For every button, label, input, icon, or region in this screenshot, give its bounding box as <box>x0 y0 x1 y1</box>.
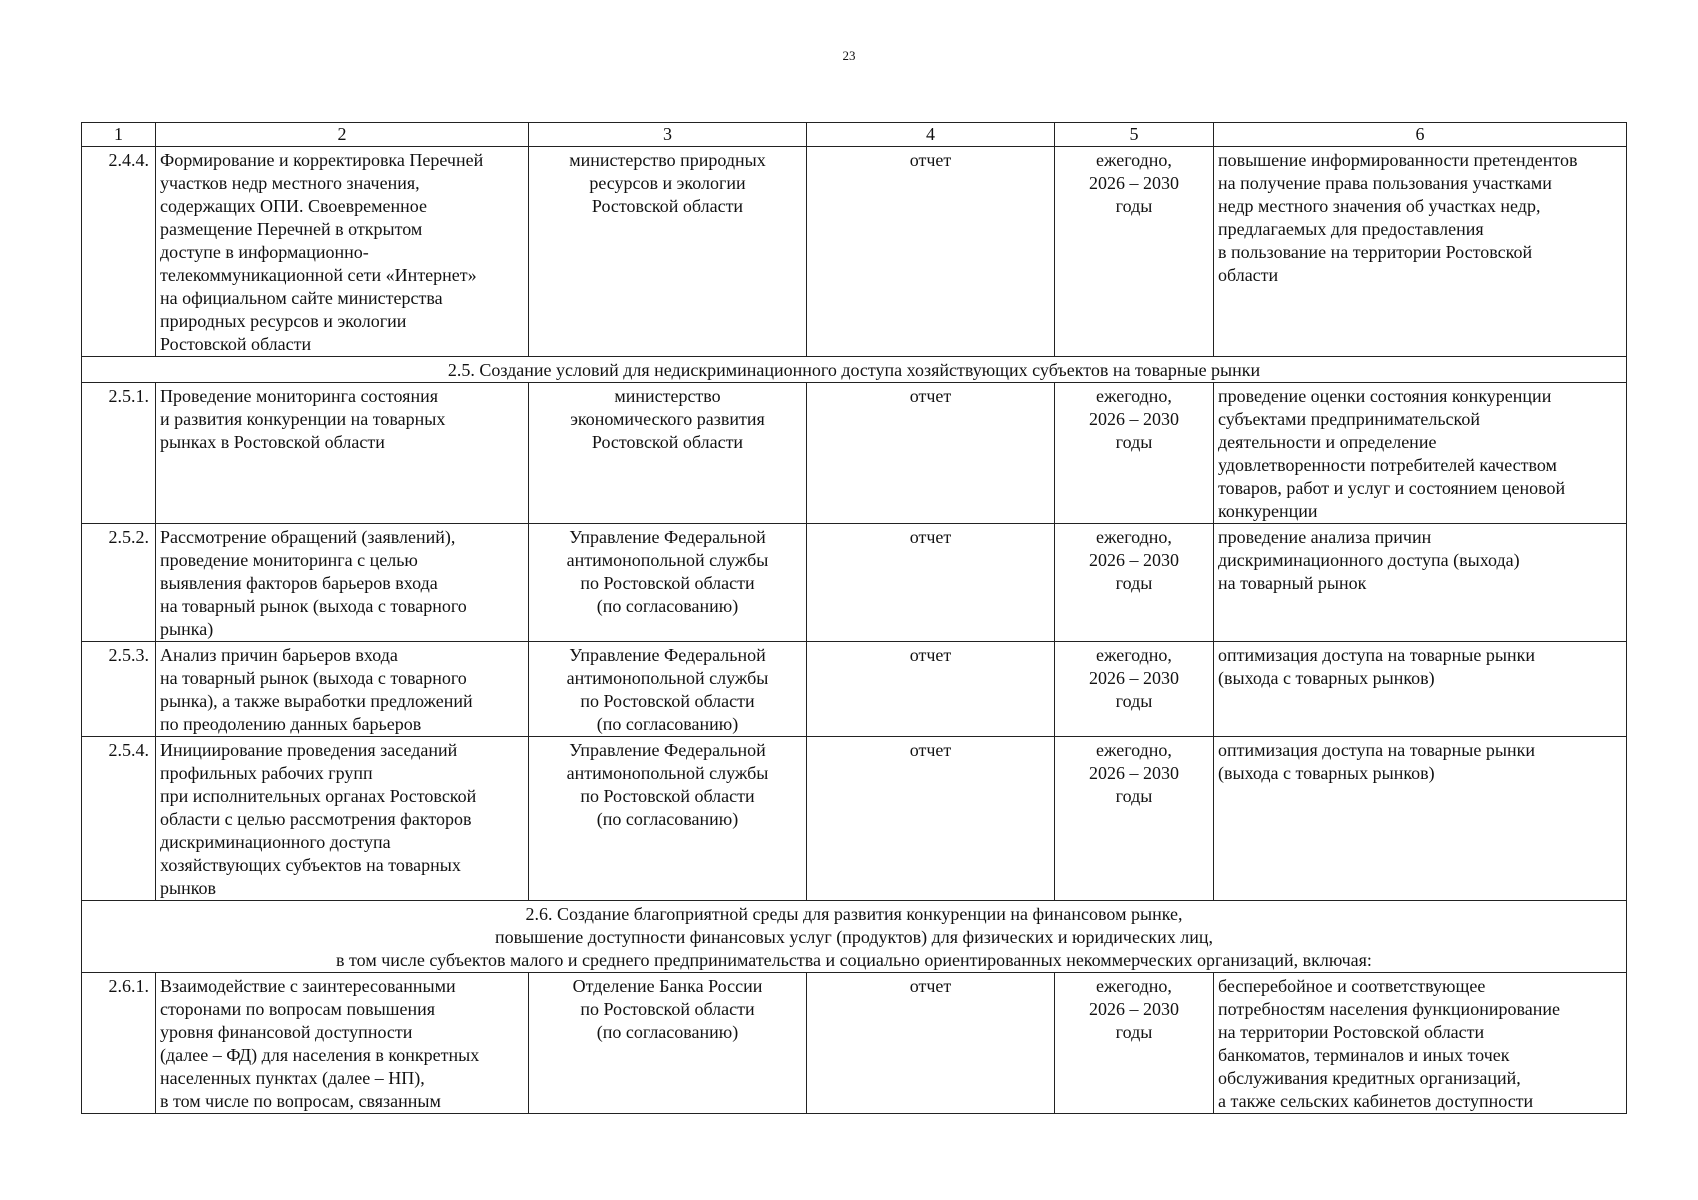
cell-text-line: Анализ причин барьеров входа <box>160 645 398 665</box>
cell-text-line: в том числе по вопросам, связанным <box>160 1091 441 1111</box>
cell-text-line: на официальном сайте министерства <box>160 288 443 308</box>
cell-text-line: товаров, работ и услуг и состоянием ценовой <box>1218 478 1566 498</box>
cell-text-line: на товарный рынок (выхода с товарного <box>160 596 467 616</box>
cell-text-line: рынка) <box>160 619 214 639</box>
measure-text <box>156 147 529 357</box>
cell-text-line: Управление Федеральной <box>569 645 766 665</box>
cell-text-line: Ростовской области <box>160 334 312 354</box>
result-text <box>1214 383 1627 524</box>
cell-text-line: Ростовской области <box>591 196 744 216</box>
column-number: 2 <box>156 123 529 147</box>
section-header-row <box>82 901 1627 973</box>
cell-text-line: на получение права пользования участками <box>1218 173 1552 193</box>
column-number-row <box>82 123 1627 147</box>
item-number: 2.5.1. <box>82 383 156 524</box>
cell-text-line: оптимизация доступа на товарные рынки <box>1218 645 1535 665</box>
cell-text-line: Отделение Банка России <box>572 976 763 996</box>
section-title <box>82 357 1627 383</box>
cell-text-line: области <box>1218 265 1279 285</box>
cell-text-line: в пользование на территории Ростовской <box>1218 242 1533 262</box>
cell-text-line: повышение информированности претендентов <box>1218 150 1578 170</box>
column-number: 3 <box>529 123 807 147</box>
cell-text-line: ресурсов и экологии <box>589 173 746 193</box>
cell-text-line: недр местного значения об участках недр, <box>1218 196 1541 216</box>
executor-text <box>529 383 807 524</box>
item-number: 2.5.4. <box>82 737 156 901</box>
cell-text-line: 2026 – 2030 <box>1089 668 1179 688</box>
item-number: 2.5.3. <box>82 642 156 737</box>
measure-text <box>156 383 529 524</box>
cell-text-line: по преодолению данных барьеров <box>160 714 422 734</box>
report-form: отчет <box>807 147 1055 357</box>
cell-text-line: на территории Ростовской области <box>1218 1022 1485 1042</box>
cell-text-line: на товарный рынок (выхода с товарного <box>160 668 467 688</box>
cell-text-line: субъектами предпринимательской <box>1218 409 1480 429</box>
cell-text-line: Управление Федеральной <box>569 527 766 547</box>
cell-text-line: рынках в Ростовской области <box>160 432 385 452</box>
measure-text <box>156 973 529 1114</box>
column-number: 5 <box>1055 123 1214 147</box>
cell-text-line: 2026 – 2030 <box>1089 999 1179 1019</box>
cell-text-line: годы <box>1115 691 1153 711</box>
cell-text-line: доступе в информационно- <box>160 242 369 262</box>
cell-text-line: в том числе субъектов малого и среднего предпринимательства и социально ориентированных некоммерческих организаций, включая: <box>336 950 1372 970</box>
table-row <box>82 973 1627 1114</box>
cell-text-line: Взаимодействие с заинтересованными <box>160 976 456 996</box>
term-text <box>1055 147 1214 357</box>
cell-text-line: бесперебойное и соответствующее <box>1218 976 1486 996</box>
cell-text-line: антимонопольной службы <box>566 763 769 783</box>
cell-text-line: природных ресурсов и экологии <box>160 311 407 331</box>
cell-text-line: Рассмотрение обращений (заявлений), <box>160 527 456 547</box>
cell-text-line: 2.5. Создание условий для недискриминационного доступа хозяйствующих субъектов на товарные рынки <box>447 360 1261 380</box>
term-text <box>1055 524 1214 642</box>
cell-text-line: удовлетворенности потребителей качеством <box>1218 455 1557 475</box>
section-title <box>82 901 1627 973</box>
cell-text-line: деятельности и определение <box>1218 432 1437 452</box>
cell-text-line: (выхода с товарных рынков) <box>1218 668 1435 688</box>
cell-text-line: участков недр местного значения, <box>160 173 420 193</box>
report-form: отчет <box>807 524 1055 642</box>
cell-text-line: по Ростовской области <box>580 999 755 1019</box>
column-number: 6 <box>1214 123 1627 147</box>
cell-text-line: при исполнительных органах Ростовской <box>160 786 477 806</box>
report-form: отчет <box>807 973 1055 1114</box>
cell-text-line: (по согласованию) <box>596 809 739 829</box>
cell-text-line: телекоммуникационной сети «Интернет» <box>160 265 477 285</box>
cell-text-line: рынков <box>160 878 217 898</box>
result-text <box>1214 737 1627 901</box>
executor-text <box>529 973 807 1114</box>
cell-text-line: экономического развития <box>570 409 765 429</box>
cell-text-line: содержащих ОПИ. Своевременное <box>160 196 427 216</box>
cell-text-line: 2026 – 2030 <box>1089 550 1179 570</box>
table-row <box>82 147 1627 357</box>
executor-text <box>529 642 807 737</box>
cell-text-line: ежегодно, <box>1096 386 1172 406</box>
report-form: отчет <box>807 383 1055 524</box>
term-text <box>1055 383 1214 524</box>
column-number: 1 <box>82 123 156 147</box>
cell-text-line: Ростовской области <box>591 432 744 452</box>
measure-text <box>156 642 529 737</box>
cell-text-line: банкоматов, терминалов и иных точек <box>1218 1045 1510 1065</box>
report-form: отчет <box>807 737 1055 901</box>
cell-text-line: 2026 – 2030 <box>1089 173 1179 193</box>
cell-text-line: (по согласованию) <box>596 714 739 734</box>
cell-text-line: профильных рабочих групп <box>160 763 373 783</box>
table-row <box>82 524 1627 642</box>
cell-text-line: области с целью рассмотрения факторов <box>160 809 472 829</box>
cell-text-line: годы <box>1115 573 1153 593</box>
result-text <box>1214 147 1627 357</box>
cell-text-line: проведение оценки состояния конкуренции <box>1218 386 1552 406</box>
measures-table <box>81 122 1627 1114</box>
cell-text-line: годы <box>1115 432 1153 452</box>
cell-text-line: ежегодно, <box>1096 645 1172 665</box>
report-form: отчет <box>807 642 1055 737</box>
result-text <box>1214 973 1627 1114</box>
table-row <box>82 737 1627 901</box>
cell-text-line: выявления факторов барьеров входа <box>160 573 438 593</box>
cell-text-line: 2026 – 2030 <box>1089 763 1179 783</box>
item-number: 2.4.4. <box>82 147 156 357</box>
cell-text-line: (по согласованию) <box>596 596 739 616</box>
section-header-row <box>82 357 1627 383</box>
cell-text-line: годы <box>1115 786 1153 806</box>
executor-text <box>529 524 807 642</box>
term-text <box>1055 973 1214 1114</box>
cell-text-line: рынка), а также выработки предложений <box>160 691 473 711</box>
cell-text-line: Формирование и корректировка Перечней <box>160 150 484 170</box>
cell-text-line: министерство природных <box>569 150 766 170</box>
cell-text-line: потребностям населения функционирование <box>1218 999 1560 1019</box>
item-number: 2.6.1. <box>82 973 156 1114</box>
cell-text-line: Проведение мониторинга состояния <box>160 386 439 406</box>
item-number: 2.5.2. <box>82 524 156 642</box>
cell-text-line: ежегодно, <box>1096 527 1172 547</box>
cell-text-line: по Ростовской области <box>580 786 755 806</box>
cell-text-line: размещение Перечней в открытом <box>160 219 423 239</box>
cell-text-line: конкуренции <box>1218 501 1318 521</box>
cell-text-line: оптимизация доступа на товарные рынки <box>1218 740 1535 760</box>
cell-text-line: уровня финансовой доступности <box>160 1022 413 1042</box>
cell-text-line: предлагаемых для предоставления <box>1218 219 1484 239</box>
cell-text-line: хозяйствующих субъектов на товарных <box>160 855 461 875</box>
cell-text-line: проведение мониторинга с целью <box>160 550 418 570</box>
executor-text <box>529 737 807 901</box>
table-row <box>82 642 1627 737</box>
cell-text-line: и развития конкуренции на товарных <box>160 409 446 429</box>
table-row <box>82 383 1627 524</box>
result-text <box>1214 524 1627 642</box>
cell-text-line: ежегодно, <box>1096 976 1172 996</box>
executor-text <box>529 147 807 357</box>
cell-text-line: повышение доступности финансовых услуг (продуктов) для физических и юридических лиц, <box>494 927 1214 947</box>
cell-text-line: годы <box>1115 196 1153 216</box>
cell-text-line: сторонами по вопросам повышения <box>160 999 436 1019</box>
cell-text-line: по Ростовской области <box>580 573 755 593</box>
cell-text-line: министерство <box>614 386 721 406</box>
cell-text-line: ежегодно, <box>1096 740 1172 760</box>
page-number: 23 <box>842 48 856 63</box>
cell-text-line: ежегодно, <box>1096 150 1172 170</box>
cell-text-line: на товарный рынок <box>1218 573 1367 593</box>
cell-text-line: антимонопольной службы <box>566 550 769 570</box>
cell-text-line: годы <box>1115 1022 1153 1042</box>
cell-text-line: обслуживания кредитных организаций, <box>1218 1068 1521 1088</box>
cell-text-line: Управление Федеральной <box>569 740 766 760</box>
cell-text-line: а также сельских кабинетов доступности <box>1218 1091 1534 1111</box>
cell-text-line: (далее – ФД) для населения в конкретных <box>160 1045 480 1065</box>
measure-text <box>156 524 529 642</box>
result-text <box>1214 642 1627 737</box>
cell-text-line: населенных пунктах (далее – НП), <box>160 1068 425 1088</box>
cell-text-line: дискриминационного доступа <box>160 832 391 852</box>
cell-text-line: 2026 – 2030 <box>1089 409 1179 429</box>
cell-text-line: дискриминационного доступа (выхода) <box>1218 550 1520 570</box>
column-number: 4 <box>807 123 1055 147</box>
cell-text-line: (по согласованию) <box>596 1022 739 1042</box>
cell-text-line: проведение анализа причин <box>1218 527 1432 547</box>
measure-text <box>156 737 529 901</box>
term-text <box>1055 642 1214 737</box>
term-text <box>1055 737 1214 901</box>
cell-text-line: по Ростовской области <box>580 691 755 711</box>
cell-text-line: (выхода с товарных рынков) <box>1218 763 1435 783</box>
cell-text-line: Инициирование проведения заседаний <box>160 740 458 760</box>
cell-text-line: 2.6. Создание благоприятной среды для развития конкуренции на финансовом рынке, <box>525 904 1183 924</box>
cell-text-line: антимонопольной службы <box>566 668 769 688</box>
